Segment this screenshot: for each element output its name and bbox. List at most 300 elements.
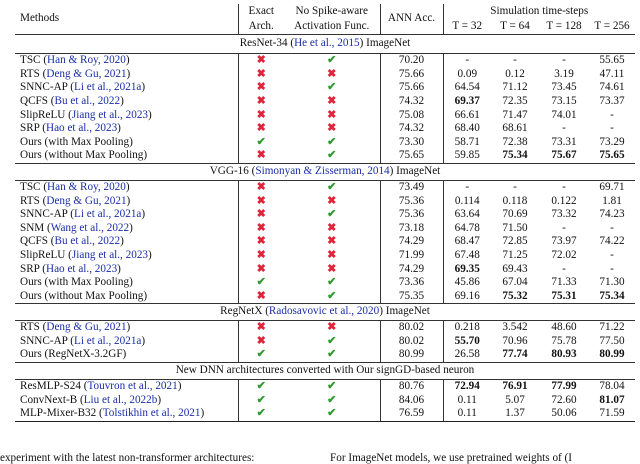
method-label: TSC ( [20,180,48,193]
table-row [15,222,635,236]
cross-icon: ✖ [327,122,337,135]
section-header [15,362,635,379]
method-label-close: ) [177,380,182,393]
exact-arch-cell [238,335,284,349]
acc-t128-cell: 77.99 [539,379,589,393]
acc-t32-cell: 0.11 [443,407,491,421]
acc-t256-cell: - [610,248,614,261]
method-label-close: ) [125,180,130,193]
acc-t32-cell: 69.16 [443,290,491,304]
acc-t32-cell: - [443,54,491,68]
check-icon: ✔ [327,276,337,289]
acc-t64-cell: 0.12 [505,67,525,80]
check-icon: ✔ [256,393,266,406]
section-title-pre: RegNetX ( [220,305,269,318]
exact-arch-cell [238,276,284,290]
ann-acc-cell: 75.66 [380,81,443,95]
acc-t64-cell: 72.38 [502,135,528,148]
table-row [15,276,635,290]
method-citation: Deng & Gu, 2021 [46,67,127,80]
ann-acc-cell: 73.36 [380,276,443,290]
no-spike-cell [284,321,380,335]
ann-acc-cell: 71.99 [380,249,443,263]
section-title-post: ) ImageNet [389,165,441,178]
section-title [15,35,635,54]
method-label: SRP ( [20,122,47,135]
no-spike-cell [284,235,380,249]
method-name [15,262,238,276]
method-name [15,54,238,68]
method-label: RTS ( [20,194,47,207]
method-label-close: ) [125,54,130,67]
cross-icon: ✖ [327,194,337,207]
table-row [15,379,635,393]
method-citation: Han & Roy, 2020 [47,54,126,67]
acc-t256-cell: - [610,122,614,135]
method-name [15,194,238,208]
acc-t128-cell: - [562,262,566,275]
ann-acc-cell: 75.65 [380,149,443,163]
exact-arch-cell [238,95,284,109]
acc-t128-cell: 3.19 [554,67,574,80]
ann-acc-cell: 73.49 [380,180,443,194]
section-header [15,304,635,321]
method-label: RTS ( [20,321,47,334]
cross-icon: ✖ [256,122,266,135]
acc-t256-cell: - [610,221,614,234]
method-name [15,335,238,349]
method-citation: Li et al., 2021a [73,334,142,347]
acc-t256-cell: 77.50 [599,334,625,347]
acc-t128-cell: - [562,221,566,234]
no-spike-cell [284,208,380,222]
method-citation: Bu et al., 2022 [54,235,121,248]
acc-t128-cell: 75.31 [551,289,577,302]
check-icon: ✔ [256,276,266,289]
acc-t64-cell: 72.85 [502,235,528,248]
ann-acc-cell: 80.02 [380,321,443,335]
acc-t256-cell: 73.29 [599,135,625,148]
check-icon: ✔ [256,135,266,148]
header-t128: T = 128 [546,19,582,32]
acc-t128-cell: 75.78 [551,334,577,347]
method-name [15,180,238,194]
method-label: SNNC-AP ( [20,81,74,94]
method-citation: Li et al., 2021a [73,81,142,94]
table-row [15,149,635,163]
acc-t64-cell: 67.04 [502,276,528,289]
header-exact-arch-1: Exact [248,4,274,17]
section-title [15,163,635,180]
check-icon: ✔ [327,393,337,406]
method-label-close: ) [120,235,124,248]
cross-icon: ✖ [256,94,266,107]
method-name [15,95,238,109]
cross-icon: ✖ [327,67,337,80]
check-icon: ✔ [327,81,337,94]
no-spike-cell [284,122,380,136]
method-label: MLP-Mixer-B32 ( [20,407,103,420]
ann-acc-cell: 74.29 [380,262,443,276]
ann-acc-cell: 75.66 [380,68,443,82]
section-title [15,362,635,379]
no-spike-cell [284,276,380,290]
acc-t32-cell: 68.47 [443,235,491,249]
acc-t128-cell: 73.45 [551,81,577,94]
method-citation: Hao et al., 2023 [46,262,118,275]
acc-t32-cell: 26.58 [443,348,491,362]
no-spike-cell [284,407,380,421]
no-spike-cell [284,194,380,208]
method-label-close: ) [129,221,133,234]
method-label: SNM ( [20,221,51,234]
ann-acc-cell: 75.35 [380,290,443,304]
method-label: Ours (with Max Pooling) [20,276,133,289]
acc-t128-cell: - [539,180,589,194]
acc-t32-cell: 69.35 [443,262,491,276]
cross-icon: ✖ [256,149,266,162]
header-methods: Methods [15,4,238,35]
acc-t128-cell: 73.97 [551,235,577,248]
method-label: TSC ( [20,54,48,67]
acc-t32-cell: 55.70 [443,335,491,349]
method-citation: Deng & Gu, 2021 [46,321,127,334]
acc-t256-cell: 74.23 [599,208,625,221]
acc-t32-cell: 63.64 [443,208,491,222]
acc-t128-cell: - [539,54,589,68]
ann-acc-cell: 74.29 [380,235,443,249]
cross-icon: ✖ [256,221,266,234]
check-icon: ✔ [327,180,337,193]
acc-t128-cell: 71.33 [551,276,577,289]
method-label: Ours (RegNetX-3.2GF) [20,348,127,361]
check-icon: ✔ [327,289,337,302]
method-name [15,235,238,249]
section-header [15,35,635,54]
exact-arch-cell [238,249,284,263]
ann-acc-cell: 73.18 [380,222,443,236]
acc-t128-cell: 73.32 [551,208,577,221]
cross-icon: ✖ [256,235,266,248]
cross-icon: ✖ [327,108,337,121]
table-row [15,407,635,421]
acc-t32-cell: - [443,180,491,194]
method-label: SlipReLU ( [20,108,72,121]
exact-arch-cell [238,262,284,276]
method-name [15,108,238,122]
cross-icon: ✖ [256,180,266,193]
method-name [15,393,238,407]
exact-arch-cell [238,393,284,407]
method-label: Ours (without Max Pooling) [20,289,148,302]
table-row [15,335,635,349]
table-row [15,393,635,407]
acc-t32-cell: 68.40 [443,122,491,136]
acc-t64-cell: 77.74 [502,348,528,361]
check-icon: ✔ [327,407,337,420]
method-citation: Han & Roy, 2020 [47,180,126,193]
no-spike-cell [284,81,380,95]
method-label-close: ) [141,208,146,221]
acc-t256-cell: 71.30 [599,276,625,289]
acc-t128-cell: 72.02 [551,248,577,261]
cross-icon: ✖ [256,289,266,302]
exact-arch-cell [238,290,284,304]
check-icon: ✔ [327,149,337,162]
table-row [15,290,635,304]
method-name [15,122,238,136]
method-citation: Li et al., 2021a [73,208,142,221]
acc-t64-cell: 0.118 [502,194,528,207]
section-citation: Radosavovic et al., 2020 [268,305,380,318]
method-name [15,81,238,95]
acc-t32-cell: 58.71 [443,136,491,150]
header-t32: T = 32 [443,19,491,35]
no-spike-cell [284,290,380,304]
results-table [15,0,635,422]
acc-t64-cell: 71.25 [502,248,528,261]
method-label: RTS ( [20,67,47,80]
exact-arch-cell [238,180,284,194]
method-citation: Deng & Gu, 2021 [46,194,127,207]
acc-t128-cell: - [562,122,566,135]
cross-icon: ✖ [256,54,266,67]
ann-acc-cell: 80.76 [380,379,443,393]
no-spike-cell [284,68,380,82]
acc-t256-cell: 78.04 [589,379,635,393]
method-label: QCFS ( [20,94,55,107]
acc-t64-cell: 71.47 [502,108,528,121]
method-citation: Bu et al., 2022 [54,94,121,107]
table-row [15,208,635,222]
exact-arch-cell [238,321,284,335]
method-label-close: ) [148,108,152,121]
acc-t64-cell: 71.50 [502,221,528,234]
ann-acc-cell: 74.32 [380,95,443,109]
section-citation: He et al., 2015 [294,37,360,50]
method-label-close: ) [120,94,124,107]
acc-t64-cell: 5.07 [505,393,525,406]
method-label-close: ) [126,67,131,80]
cross-icon: ✖ [327,221,337,234]
no-spike-cell [284,54,380,68]
check-icon: ✔ [327,54,337,67]
method-label-close: ) [141,81,146,94]
method-label: SlipReLU ( [20,248,72,261]
header-t256: T = 256 [594,19,630,32]
ann-acc-cell: 80.99 [380,348,443,362]
acc-t256-cell: 74.22 [599,235,625,248]
acc-t256-cell: 75.65 [599,149,625,162]
method-citation: Jiang et al., 2023 [71,248,149,261]
acc-t256-cell: 74.61 [599,81,625,94]
method-label-close: ) [117,262,121,275]
table-row [15,249,635,263]
acc-t64-cell: 75.34 [502,149,528,162]
acc-t128-cell: 50.06 [539,407,589,421]
check-icon: ✔ [327,348,337,361]
exact-arch-cell [238,379,284,393]
method-label: Ours (without Max Pooling) [20,149,148,162]
table-row [15,348,635,362]
table-row [15,95,635,109]
cross-icon: ✖ [256,194,266,207]
exact-arch-cell [238,68,284,82]
check-icon: ✔ [256,407,266,420]
exact-arch-cell [238,136,284,150]
cross-icon: ✖ [327,248,337,261]
method-name [15,222,238,236]
method-label: QCFS ( [20,235,55,248]
method-name [15,321,238,335]
header-t64: T = 64 [500,19,530,32]
method-citation: Liu et al., 2022b [83,393,158,406]
no-spike-cell [284,393,380,407]
acc-t128-cell: 73.15 [551,94,577,107]
table-row [15,122,635,136]
ann-acc-cell: 75.36 [380,208,443,222]
section-header [15,163,635,180]
acc-t32-cell: 64.54 [443,81,491,95]
method-label: SRP ( [20,262,47,275]
ann-acc-cell: 84.06 [380,393,443,407]
acc-t32-cell: 0.114 [443,194,491,208]
acc-t32-cell: 45.86 [443,276,491,290]
ann-acc-cell: 80.02 [380,335,443,349]
method-label-close: ) [157,393,162,406]
acc-t32-cell: 0.09 [443,68,491,82]
no-spike-cell [284,136,380,150]
acc-t256-cell: 73.37 [599,94,625,107]
acc-t256-cell: 69.71 [589,180,635,194]
cross-icon: ✖ [256,321,266,334]
header-no-spike-2: Activation Func. [294,19,370,32]
acc-t64-cell: 75.32 [502,289,528,302]
exact-arch-cell [238,235,284,249]
check-icon: ✔ [256,348,266,361]
header-exact-arch-2: Arch. [248,19,274,32]
ann-acc-cell: 70.20 [380,54,443,68]
method-name [15,290,238,304]
table-row [15,54,635,68]
cross-icon: ✖ [256,67,266,80]
acc-t64-cell: - [491,54,539,68]
acc-t256-cell: 1.81 [602,194,622,207]
method-citation: Hao et al., 2023 [46,122,118,135]
exact-arch-cell [238,194,284,208]
acc-t256-cell: 75.34 [599,289,625,302]
acc-t32-cell: 0.218 [443,321,491,335]
header-ann-acc: ANN Acc. [380,4,443,35]
cross-icon: ✖ [256,248,266,261]
section-title-post: ) ImageNet [359,37,411,50]
method-label-close: ) [141,334,146,347]
method-name [15,208,238,222]
cross-icon: ✖ [256,262,266,275]
ann-acc-cell: 76.59 [380,407,443,421]
exact-arch-cell [238,54,284,68]
header-no-spike-1: No Spike-aware [295,4,368,17]
method-label-close: ) [117,122,121,135]
exact-arch-cell [238,149,284,163]
section-title-pre: ResNet-34 ( [239,37,295,50]
acc-t64-cell: 68.61 [502,122,528,135]
cross-icon: ✖ [327,262,337,275]
cross-icon: ✖ [327,235,337,248]
table-row [15,136,635,150]
cross-icon: ✖ [256,334,266,347]
no-spike-cell [284,249,380,263]
cross-icon: ✖ [327,94,337,107]
acc-t128-cell: 75.67 [551,149,577,162]
acc-t128-cell: 48.60 [539,321,589,335]
acc-t64-cell: 72.35 [502,94,528,107]
acc-t256-cell: 71.59 [589,407,635,421]
no-spike-cell [284,222,380,236]
table-row [15,321,635,335]
acc-t64-cell: 70.69 [502,208,528,221]
method-name [15,407,238,421]
acc-t128-cell: 74.01 [551,108,577,121]
method-label: ConvNext-B ( [20,393,84,406]
check-icon: ✔ [327,334,337,347]
exact-arch-cell [238,348,284,362]
no-spike-cell [284,262,380,276]
no-spike-cell [284,149,380,163]
check-icon: ✔ [327,135,337,148]
table-row [15,262,635,276]
no-spike-cell [284,180,380,194]
section-title [15,304,635,321]
table-row [15,180,635,194]
section-title-pre: New DNN architectures converted with Our signGD-based neuron [175,364,475,377]
acc-t32-cell: 0.11 [443,393,491,407]
check-icon: ✔ [327,380,337,393]
method-citation: Tolstikhin et al., 2021 [102,407,201,420]
method-label-close: ) [148,248,152,261]
acc-t128-cell: 0.122 [551,194,577,207]
method-name [15,276,238,290]
method-name [15,249,238,263]
exact-arch-cell [238,208,284,222]
acc-t32-cell: 67.48 [443,249,491,263]
method-name [15,68,238,82]
acc-t256-cell: 55.65 [589,54,635,68]
ann-acc-cell: 75.08 [380,108,443,122]
acc-t64-cell: 3.542 [491,321,539,335]
section-title-post: ) ImageNet [379,305,430,318]
exact-arch-cell [238,222,284,236]
exact-arch-cell [238,122,284,136]
ann-acc-cell: 73.30 [380,136,443,150]
table-row [15,81,635,95]
footer-left-text: experiment with the latest non-transformer architectures: [0,452,255,464]
ann-acc-cell: 75.36 [380,194,443,208]
method-label-close: ) [200,407,205,420]
ann-acc-cell: 74.32 [380,122,443,136]
method-label: SNNC-AP ( [20,208,74,221]
acc-t256-cell: 81.07 [599,393,625,406]
check-icon: ✔ [327,208,337,221]
acc-t64-cell: 76.91 [491,379,539,393]
cross-icon: ✖ [327,321,337,334]
cross-icon: ✖ [256,81,266,94]
no-spike-cell [284,95,380,109]
acc-t64-cell: - [491,180,539,194]
no-spike-cell [284,379,380,393]
method-citation: Touvron et al., 2021 [87,380,178,393]
acc-t128-cell: 72.60 [551,393,577,406]
